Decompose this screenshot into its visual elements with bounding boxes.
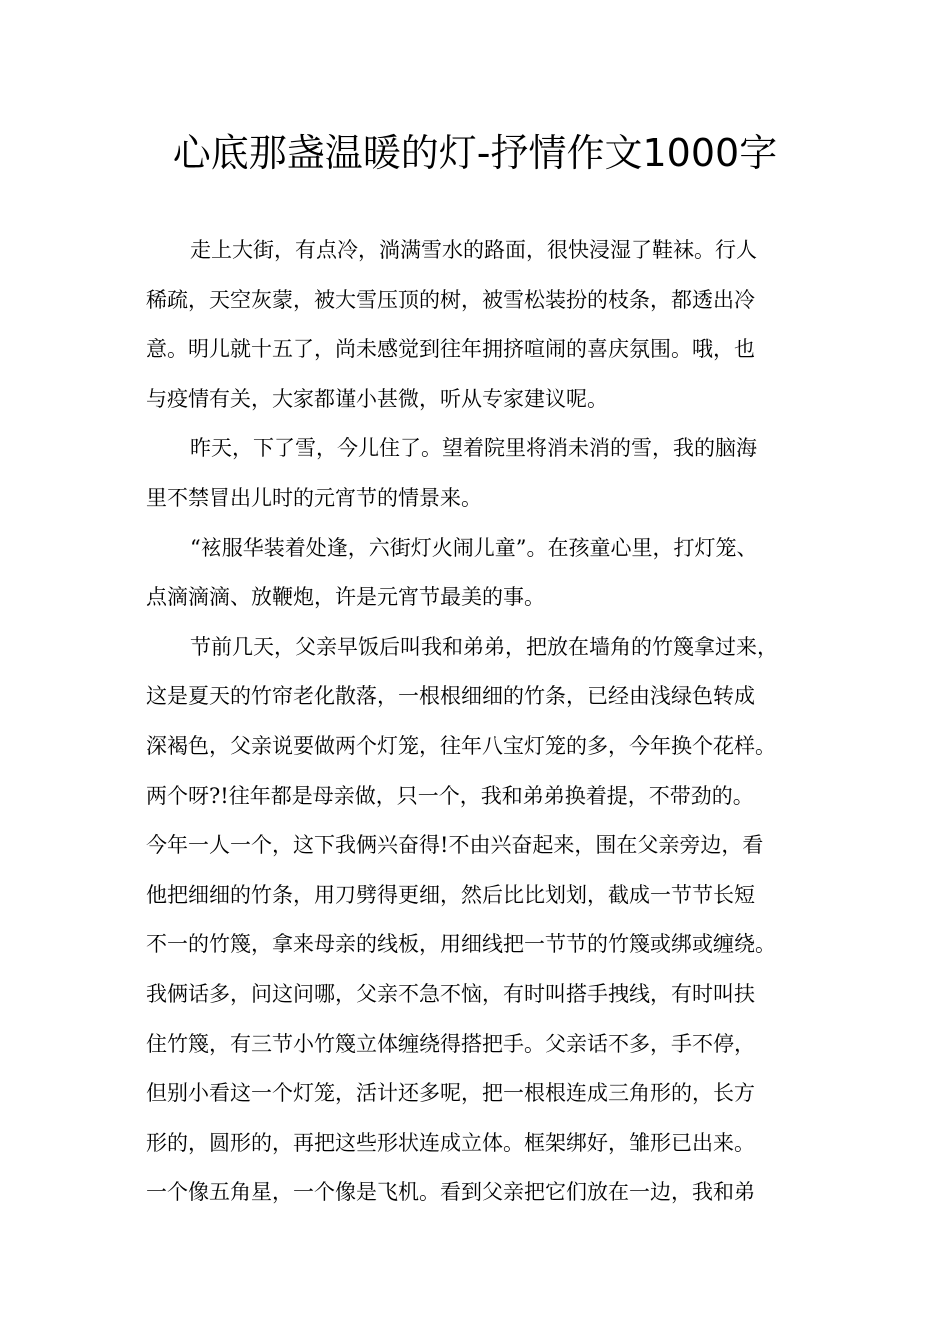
- text-line: 一个像五角星，一个像是飞机。看到父亲把它们放在一边，我和弟: [146, 1180, 755, 1205]
- text-line: 不一的竹篾，拿来母亲的线板，用细线把一节节的竹篾或绑或缠绕。: [146, 932, 776, 957]
- text-line: 住竹篾，有三节小竹篾立体缠绕得搭把手。父亲话不多，手不停，: [146, 1031, 755, 1056]
- text-line: 里不禁冒出儿时的元宵节的情景来。: [146, 485, 482, 510]
- text-line: 但别小看这一个灯笼，活计还多呢，把一根根连成三角形的，长方: [146, 1081, 755, 1106]
- text-line: 节前几天，父亲早饭后叫我和弟弟，把放在墙角的竹篾拿过来，: [190, 634, 778, 659]
- text-line: 点滴滴滴、放鞭炮，许是元宵节最美的事。: [146, 585, 545, 610]
- text-line: 深褐色，父亲说要做两个灯笼，往年八宝灯笼的多，今年换个花样。: [146, 733, 776, 758]
- text-line: 我俩话多，问这问哪，父亲不急不恼，有时叫搭手拽线，有时叫扶: [146, 981, 755, 1006]
- article-title: 心底那盏温暖的灯-抒情作文1000字: [172, 131, 778, 175]
- text-line: 他把细细的竹条，用刀劈得更细，然后比比划划，截成一节节长短: [146, 882, 755, 907]
- text-line: 形的，圆形的，再把这些形状连成立体。框架绑好，雏形已出来。: [146, 1130, 755, 1155]
- text-line: 稀疏，天空灰蒙，被大雪压顶的树，被雪松装扮的枝条，都透出冷: [146, 287, 755, 312]
- text-line: 走上大街，有点冷，淌满雪水的路面，很快浸湿了鞋袜。行人: [190, 238, 757, 262]
- text-line: 意。明儿就十五了，尚未感觉到往年拥挤喧闹的喜庆氛围。哦，也: [146, 337, 755, 362]
- text-line: 与疫情有关，大家都谨小甚微，听从专家建议呢。: [146, 386, 608, 411]
- text-line: “袨服华装着处逢，六街灯火闹儿童”。在孩童心里，打灯笼、: [190, 535, 758, 560]
- text-line: 昨天，下了雪，今儿住了。望着院里将消未消的雪，我的脑海: [190, 436, 757, 461]
- text-line: 今年一人一个，这下我俩兴奋得!不由兴奋起来，围在父亲旁边，看: [146, 833, 764, 858]
- text-line: 两个呀?!往年都是母亲做，只一个，我和弟弟换着提，不带劲的。: [146, 783, 754, 808]
- text-line: 这是夏天的竹帘老化散落，一根根细细的竹条，已经由浅绿色转成: [146, 684, 755, 709]
- article-body: [146, 226, 826, 1218]
